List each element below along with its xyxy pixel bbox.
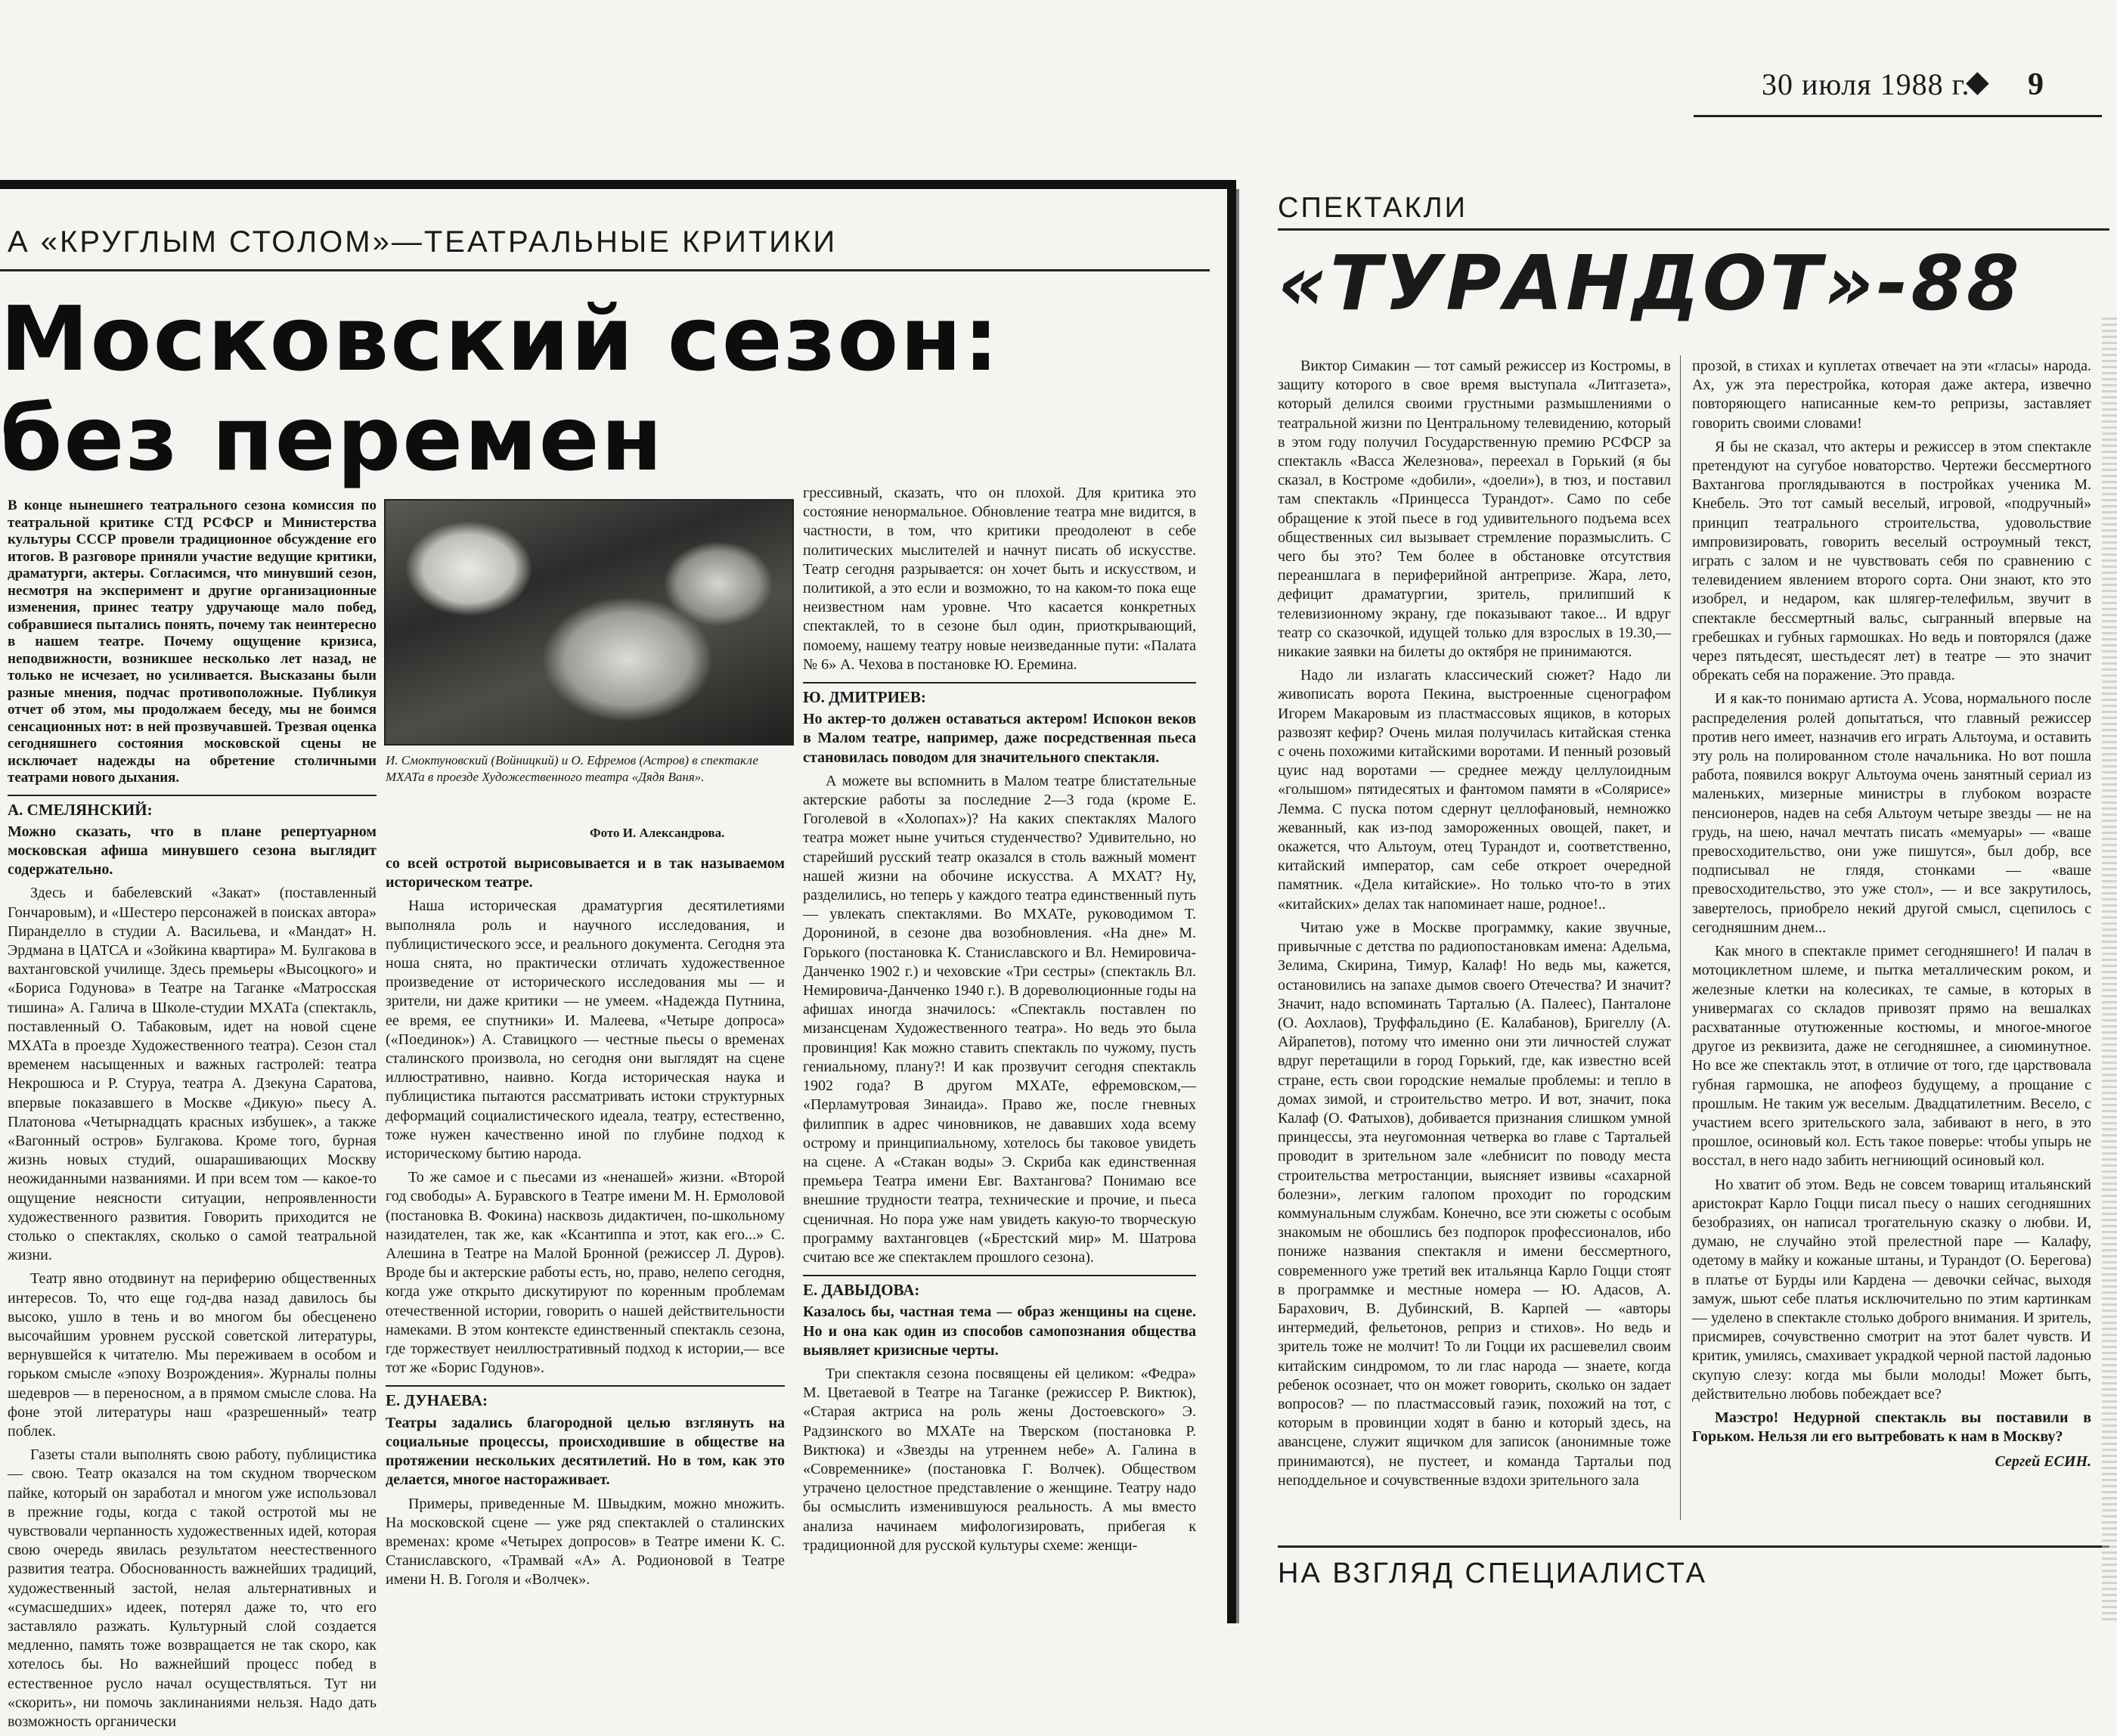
byline-dmitriev: Ю. ДМИТРИЕВ: <box>803 688 926 707</box>
col3-paragraph-1: грессивный, сказать, что он плохой. Для критика это состояние ненормальное. Обновление театра мне видится, в частности, в том, что критики преодолеют в себе политических мыслителей и начнут писать об искусстве. Театр сегодня разрывается: он хочет быть и искусством, и политикой, а это если и возможно, то на каком-то пока еще неизвестном нам уровне. Что касается конкретных спектаклей, то в сезоне был один, приоткрывающий, помоему, нашему театру новые неизведанные пути: «Палата № 6» А. Чехова в постановке Ю. Еремина. <box>803 485 1196 673</box>
left-column-1 <box>8 498 377 1736</box>
footer-rubric: НА ВЗГЛЯД СПЕЦИАЛИСТА <box>1278 1558 1707 1589</box>
article-frame-top <box>0 180 1236 189</box>
turandot-paragraph-6: И я как-то понимаю артиста А. Усова, нормального после распределения ролей допытаться, что главный режиссер против него имеет, назначив его играть Альтоума, и оставить эту роль на полированном столе начальника. Но вот пошла работа, появился вокруг Альтоума очень занятный сериал из маленьких, мизерные министры в глубоком возрасте пенсионеров, надев на себя Альтоум четыре звезды — не на грудь, на шею, начал мечтать писать «мемуары» — «ваше превосходительство, они уже пишутся», был добр, все подписывал не глядя, стонками — «ваше превосходительство, это уже стол», — и все закрутилось, завертелось, приобрело некий другой смысл, сцепилось с сегодняшним днем... <box>1692 690 2091 936</box>
right-rubric: СПЕКТАКЛИ <box>1278 192 1468 224</box>
byline-smelyansky: А. СМЕЛЯНСКИЙ: <box>8 800 153 819</box>
byline-rule <box>803 1275 1196 1276</box>
diamond-arrow-icon: ◆ <box>1966 64 1989 98</box>
turandot-closing: Маэстро! Недурной спектакль вы поставили в Горьком. Нельзя ли его вытребовать к нам в Москву? <box>1692 1409 2091 1446</box>
right-column-1 <box>1278 357 1671 1495</box>
dmitriev-intro: Но актер-то должен оставаться актером! Испокон веков в Малом театре, например, даже посредственная пьеса становилась поводом для значительного спектакля. <box>803 711 1196 766</box>
author-signature: Сергей ЕСИН. <box>1995 1453 2091 1471</box>
left-column-2 <box>386 854 785 1595</box>
article-frame-shadow <box>1236 189 1239 1623</box>
page-number: 9 <box>2028 67 2044 102</box>
dunaeva-paragraph: Примеры, приведенные М. Швыдким, можно множить. На московской сцене — уже ряд спектаклей о сталинских временах: кроме «Четырех допросов» в Театре имени К. С. Станиславского, «Трамвай «А» А. Родионовой в Театре имени Н. В. Гоголя и «Волчек». <box>386 1495 785 1589</box>
photo-caption: И. Смоктуновский (Войницкий) и О. Ефремов (Астров) в спектакле МХАТа в проезде Художественного театра «Дядя Ваня». <box>386 753 758 784</box>
scan-edge <box>2102 318 2117 1623</box>
footer-rule <box>1278 1545 2109 1548</box>
dunaeva-intro: Театры задались благородной целью взглянуть на социальные процессы, происходившие в обществе на протяжении нескольких десятилетий. Но в том, как это делается, многое настораживает. <box>386 1414 785 1489</box>
turandot-paragraph-2: Надо ли излагать классический сюжет? Надо ли живописать ворота Пекина, выстроенные сценографом Игорем Макаровым из пластмассовых ящиков, в которых развозят кефир? Очень милая получилась китайская стенка с очень похожими китайскими воротами. И пенный розовый цуис над воротами — среднее между целлулоидным «голышом» пятидесятых и фантомом памяти в «Солярисе» Лемма. С пуска потом сдернут целлофановый, немножко жеванный, как из-под замороженных овощей, пакет, и окажется, что Альтоум, отец Турандот и, соответственно, китайский император, сам себе откроет очередной памятник. «Дела китайские». Но только что-то в этих «китайских» делах так напоминает наше, родное!.. <box>1278 667 1671 913</box>
col2-paragraph-3: То же самое и с пьесами из «ненашей» жизни. «Второй год свободы» А. Буравского в Театре имени М. Н. Ермоловой (постановка В. Фокина) насквозь дидактичен, по-школьному назидателен, так же, как «Ксантиппа и этот, как его...» С. Алешина в Театре на Малой Бронной (режиссер Л. Дуров). Вроде бы и актерские работы есть, но, право, нелепо сегодня, когда уже открыто дискутируют по коренным проблемам отечественной истории, говорить о нашей действительности намеками. В этом контексте единственный спектакль сезона, где торжествует неиллюстративный подход к истории,— все тот же «Борис Годунов». <box>386 1169 785 1377</box>
headline-line-2: без перемен <box>0 386 665 491</box>
byline-rule <box>8 795 377 796</box>
turandot-paragraph-5: Я бы не сказал, что актеры и режиссер в этом спектакле претендуют на сугубое новаторство. Чертежи бессмертного Вахтангова проглядываются в постройках ученика М. Кнебель. Это тот самый веселый, игровой, «подручный» принцип театрального строительства, удовольствие импровизировать, говорить веселый остроумный текст, играть с залом и не чувствовать себя по сравнению с телевидением явлением второго сорта. Они знают, кто это изобрел, и недаром, как шлягер-телефильм, звучит в спектакле бессмертный вальс, сыгранный впервые на гребешках и губных гармошках. Но ведь и повторялся (даже через пятьдесят, шестьдесят лет) в театре — это значит обрекать себя на поражение. Это правда. <box>1692 438 2091 684</box>
article-frame-right <box>1227 180 1236 1623</box>
smelyansky-paragraph-3: Газеты стали выполнять свою работу, публицистика — свою. Театр оказался на том скудном творческом пайке, который он заработал и многом уже использовал в прежние годы, когда с такой остротой мы не чувствовали черпанность художественных идей, которая свою очередь явилась результатом неестественного развития театра. Обоснованность важнейших традиций, художественный застой, нелая альтернативных и «сумасшедших» идеек, потерял даже то, что его заставляло разжать. Культурный слой создается медленно, память тоже возвращается не так скоро, как хотелось бы. Но важнейший процесс побед в естественное русло начал осуществляться. Тут ни «скорить», ни помочь заклинаниями нельзя. Надо дать возможность органически <box>8 1446 377 1731</box>
right-rubric-rule <box>1278 228 2109 231</box>
smelyansky-paragraph-2: Театр явно отодвинут на периферию общественных интересов. То, что еще год-два назад давилось бы высоко, ушло в тень и во многом бы обесценено высочайшим уровнем русской советской литературы, вернувшейся к читателю. Мы переживаем в особом и горьком смысле «эпоху Возрождения». Журналы полны шедевров — в переносном, а в прямом смысле слова. На фоне этой литературы наш «разрешенный» театр поблек. <box>8 1270 377 1440</box>
theatre-photo <box>384 499 794 746</box>
column-separator <box>1680 355 1681 1520</box>
davydova-paragraph: Три спектакля сезона посвящены ей целиком: «Федра» М. Цветаевой в Театре на Таганке (режиссер Р. Виктюк), «Старая актриса на роль жены Достоевского» Э. Радзинского во МХАТе на Тверском (постановка Р. Виктюка) и «Звезды на утреннем небе» А. Галина в «Современнике» (постановка Г. Волчек). Обществом утрачено целостное представление о женщине. Театру надо бы осмыслить изменившуюся реальность. А мы вместо анализа начинаем мифологизировать, прибегая к традиционной для русской культуры схеме: женщи- <box>803 1365 1196 1554</box>
headline-line-1: Московский сезон: <box>0 287 1001 391</box>
byline-rule <box>803 682 1196 684</box>
right-column-2 <box>1692 357 2091 1472</box>
left-rubric-rule <box>0 269 1210 271</box>
header-rule <box>1694 115 2102 117</box>
dmitriev-paragraph: А можете вы вспомнить в Малом театре блистательные актерские работы за последние 2—3 года (кроме Е. Гоголевой в «Холопах»)? На каких спектаклях Малого театра может ныне учиться студенчество? Удивительно, но старейший русский театр оказался в столь важный момент нашей жизни на обочине искусства. А МХАТ? Ну, разделились, но теперь у каждого театра единственный путь — увлекать спектаклями. Во МХАТе, руководимом Т. Дорониной, в сезоне два возобновления. «На дне» М. Горького (постановка К. Станиславского и Вл. Немировича-Данченко 1902 г.) и чеховские «Три сестры» (спектакль Вл. Немировича-Данченко 1940 г.). В дореволюционные годы на афишах иногда значилось: «Спектакль поставлен по мизансценам Художественного театра». Но ведь это была провинция! Как можно ставить спектакль по чужому, пусть гениальному, плану?! И как прозвучит сегодня спектакль 1902 года? В другом МХАТе, ефремовском,— «Перламутровая Зинаида». Право же, после гневных филиппик в адрес чиновников, не дававших хода всему острому и принципиальному, хотелось бы таковое увидеть на сцене. А «Стакан воды» Э. Скриба как единственная премьера Театра имени Евг. Вахтангова? Понимаю все внешние трудности театра, технические и прочие, и пьеса сценичная. Но пора уже нам увидеть какую-то творческую программу вахтанговцев («Брестский мир» М. Шатрова считаю все же спектаклем прошлого сезона). <box>803 772 1196 1266</box>
turandot-paragraph-7: Как много в спектакле примет сегодняшнего! И палач в мотоциклетном шлеме, и пытка металлическим роком, и железные клетки на колесиках, те самые, в которых в универмагах со складов привозят прямо на вешалках расхватанные отутюженные костюмы, и многое-многое другое из реквизита, даже не сегодняшнее, а сиюминутное. Но все же спектакль этот, в отличие от того, где царствовала губная гармошка, не апофеоз будущему, а прощание с прошлым. Не таким уж веселым. Двадцатилетним. Весело, с участием всего зрительского зала, забивают в него, в это прошлое, осиновый кол. Есть такое поверье: чтобы упырь не восстал, в него надо забить негниющий осиновый кол. <box>1692 943 2091 1170</box>
turandot-paragraph-8: Но хватит об этом. Ведь не совсем товарищ итальянский аристократ Карло Гоцци писал пьесу о наших сегодняшних безобразиях, он написал трогательную сказку о любви. И, думаю, не случайно этой прелестной паре — Калафу, одетому в майку и кожаные штаны, и Турандот (О. Берегова) в платье от Бурды или Кардена — девочки сейчас, выходя замуж, шьют себе платья исключительно по этим картинкам — уделено в спектакле столько доброго внимания. И зритель, присмирев, сочувственно смотрит на этот балет чувств. И критик, умилясь, смахивает украдкой черной пастой ладонью скупую слезу: когда мы были молоды! Может быть, действительно любовь побеждает все? <box>1692 1176 2091 1403</box>
photo-credit: Фото И. Александрова. <box>590 826 725 840</box>
byline-davydova: Е. ДАВЫДОВА: <box>803 1281 920 1300</box>
byline-rule <box>386 1385 785 1387</box>
left-headline <box>0 287 1210 491</box>
col2-paragraph-1: со всей остротой вырисовывается и в так называемом историческом театре. <box>386 855 785 891</box>
turandot-paragraph-1: Виктор Симакин — тот самый режиссер из Костромы, в защиту которого в свое время выступала «Литгазета», который делился своими грустными размышлениями о театральной жизни по Центральному телевидению, который в этом году получил Государственную премию РСФСР за спектакль «Васса Железнова», переехал в Горький (я бы сказал, в Костроме «добили», «доели»), в тюз, и поставил там спектакль «Принцесса Турандот». Само по себе обращение к этой пьесе в год удивительного подъема всех общественных сил вызывает стремление поразмыслить. С чего бы это? Тем более в обстановке отсутствия переаншлага в периферийной антрепризе. Жара, лето, дефицит драматургии, зритель, прилипший к телевизионному экрану, где показывают такое... И вдруг театр со сказочкой, идущей только для взрослых в 19.30,— никакие заявки на билеты до октября не принимаются. <box>1278 358 1671 661</box>
col2-paragraph-2: Наша историческая драматургия десятилетиями выполняла роль и научного исследования, и публицистического эссе, и реального документа. Сегодня эта ноша снята, но практически отличать художественное произведение от исторического исследования мы — и зрители, ни даже критики — не умеем. «Надежда Путнина, ее время, ее спутники» И. Малеева, «Четыре допроса» («Поединок») А. Ставицкого — честные пьесы о временах сталинского произвола, но сегодня они выглядят на сцене иллюстративно, наивно. Когда историческая наука и публицистика пытаются рассматривать истоки структурных деформаций социалистического идеала, театру, естественно, тоже нужен качественно иной по глубине подход к историческому бытию народа. <box>386 897 785 1163</box>
davydova-intro: Казалось бы, частная тема — образ женщины на сцене. Но и она как один из способов самопознания общества выявляет кризисные черты. <box>803 1304 1196 1359</box>
article-lede: В конце нынешнего театрального сезона комиссия по театральной критике СТД РСФСР и Министерства культуры СССР провели традиционное обсуждение его итогов. В разговоре приняли участие ведущие критики, драматурги, актеры. Согласимся, что минувший сезон, несмотря на эксперимент и другие организационные изменения, принес театру удручающе мало побед, собравшиеся пытались понять, почему так неинтересно в нашем театре. Почему ощущение кризиса, неподвижности, возникшее несколько лет назад, не только не исчезает, но усиливается. Высказаны были разные мнения, подчас противоположные. Публикуя отчет об этом, мы продолжаем беседу, мы не боимся сенсационных нот: в ней прозвучавшей. Трезвая оценка сегодняшнего состояния московской сцены не исключает надежды на обретение столичными театрами нового дыхания. <box>8 498 377 786</box>
right-article-title: «ТУРАНДОТ»-88 <box>1278 239 2022 327</box>
issue-date: 30 июля 1988 г. <box>1762 67 1970 101</box>
turandot-paragraph-4: прозой, в стихах и куплетах отвечает на эти «гласы» народа. Ах, уж эта перестройка, которая даже актера, извечно повторяющего написанные кем-то репризы, заставляет говорить своими словами! <box>1692 358 2091 432</box>
byline-dunaeva: Е. ДУНАЕВА: <box>386 1391 488 1410</box>
smelyansky-paragraph-1: Здесь и бабелевский «Закат» (поставленный Гончаровым), и «Шестеро персонажей в поисках автора» Пиранделло в студии А. Васильева, и «Мандат» Н. Эрдмана в ЦАТСА и «Зойкина квартира» М. Булгакова в вахтанговской училище. Здесь премьеры «Высоцкого» и «Бориса Годунова» в Театре на Таганке «Матросская тишина» А. Галича в Школе-студии МХАТа (спектакль, поставленный О. Табаковым, идет на новой сцене МХАТа в проезде Художественного театра). Сезон стал временем насыщенных и важных гастролей: театра Некрошюса и Р. Стуруа, театра А. Дзекуна Саратова, впервые показавшего в Москве «Дикую» пьесу А. Платонова «Четырнадцать красных избушек», а также «Вагонный остров» Булгакова. Кроме того, бурная жизнь новых студий, ошарашивающих Москву неожиданными названиями. И при всем том — какое-то ощущение неясности ситуации, непроявленности художественного развития. Говорить приходится не столько о спектаклях, сколько о самой театральной жизни. <box>8 885 377 1264</box>
left-rubric: А «КРУГЛЫМ СТОЛОМ»—ТЕАТРАЛЬНЫЕ КРИТИКИ <box>8 225 838 259</box>
left-column-3 <box>803 484 1196 1560</box>
turandot-paragraph-3: Читаю уже в Москве программку, какие звучные, привычные с детства по радиопостановкам имена: Адельма, Зелима, Скирина, Тимур, Калаф! Но ведь мы, кажется, остановились на запахе дымов своего Отечества? И значит? Значит, надо вспоминать Тарталью (А. Палеес), Панталоне (О. Аохлаов), Труффальдино (Е. Калабанов), Бригеллу (А. Айрапетов), потому что именно они эти личностей служат вдруг перетащили в город Горький, где, как известно всей стране, есть свои городские немалые проблемы: и тепло в домах зимой, и строительство метро. И вот, значит, пока Калаф (О. Фатыхов), добивается признания слишком умной принцессы, эта неугомонная четверка во главе с Тартальей проводит в зрительном зале «лебнисит по поводу места строительства метростанции, выясняет извивы «сахарной болезни», легким галопом проходит по городским коммунальным службам. Конечно, все эти сюжеты с особым знакомым не обошлись без подпорок профессионалов, ибо пониже названия спектакля и имени бессмертного, современного уже третий век итальянца Карло Гоцци стоят в программке и местные номера — Ю. Адасов, А. Барахович, В. Дубинский, В. Карпей — «авторы интермедий, фельетонов, реприз и стихов». Но ведь и зритель тоже не молчит! То ли Гоцци их расшевелил своим китайским синдромом, то ли глас народа — знаете, когда ребенок осознает, что он может говорить, сколько он задает вопросов? — по пластмассовый гаэик, похожий на тот, с которым в провинции ходят в баню и который здесь, на авансцене, служит ящичком для записок (анонимные тоже принимаются), не пустеет, и команда Тартальи под неподдельное и сочувственные вздохи зрительного зала <box>1278 919 1671 1489</box>
smelyansky-intro: Можно сказать, что в плане репертуарном московская афиша минувшего сезона выглядит содержательно. <box>8 823 377 879</box>
